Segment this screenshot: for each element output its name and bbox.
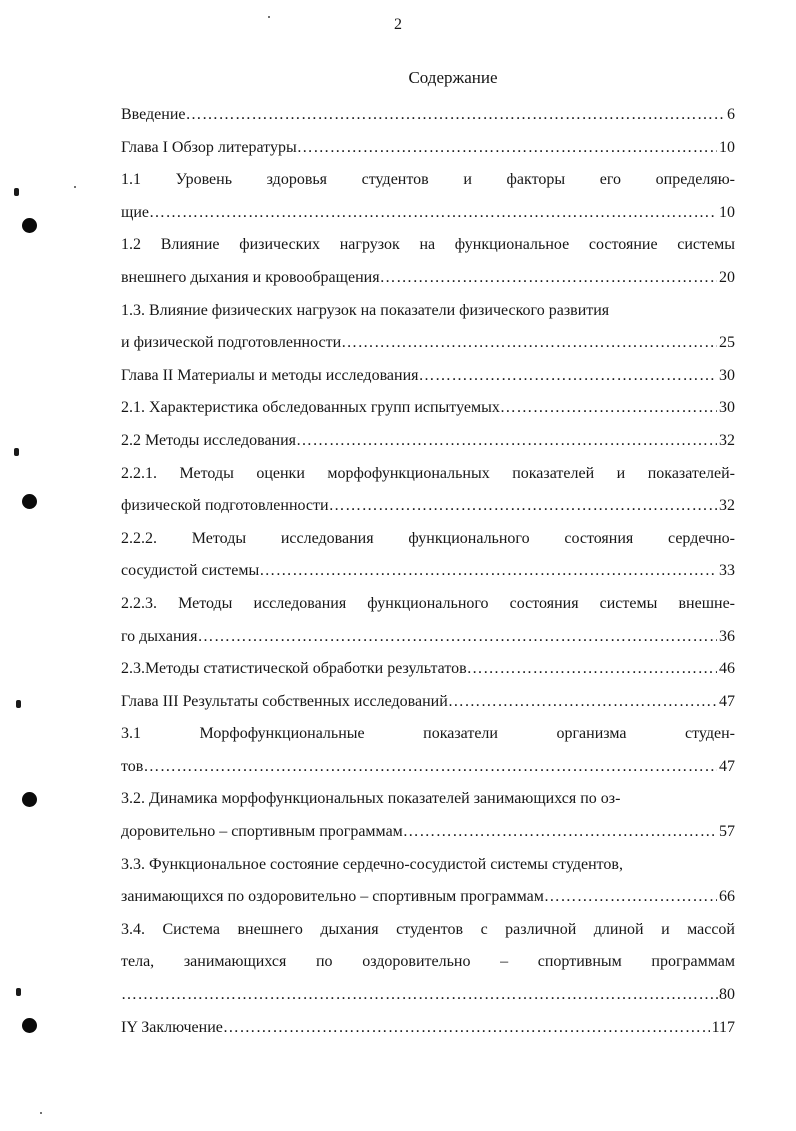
scan-speck (40, 1112, 42, 1114)
scan-mark (14, 188, 19, 196)
toc-entry-title: занимающихся по оздоровительно – спортивным программам (121, 888, 544, 906)
toc-entry-page: 47 (719, 692, 735, 710)
toc-entry-page: 32 (719, 431, 735, 449)
toc-entry-first-line: 3.3. Функциональное состояние сердечно-сосудистой системы студентов, (121, 855, 623, 873)
toc-entry (121, 392, 735, 425)
toc-entry-page: 57 (719, 823, 735, 841)
toc-entry-page: 30 (719, 399, 735, 417)
toc-entry-second-line: тела, занимающихся по оздоровительно – спортивным программам (121, 953, 735, 971)
toc-entry-page: 33 (719, 562, 735, 580)
punch-hole (22, 792, 37, 807)
toc-entry (121, 360, 735, 393)
toc-entry-first-line: 2.2.3. Методы исследования функционального состояния системы внешне- (121, 594, 735, 612)
scan-speck (74, 186, 76, 188)
table-of-contents (121, 99, 735, 1044)
toc-entry-page: 36 (719, 627, 735, 645)
toc-entry-page: 32 (719, 497, 735, 515)
toc-entry-first-line: 1.3. Влияние физических нагрузок на показатели физического развития (121, 301, 610, 319)
toc-entry-title: доровительно – спортивным программам (121, 823, 403, 841)
toc-entry-title: тов (121, 757, 144, 775)
toc-entry (121, 816, 735, 849)
toc-entry (121, 686, 735, 719)
punch-hole (22, 218, 37, 233)
scan-speck (268, 16, 270, 18)
toc-entry (121, 555, 735, 588)
toc-entry-title: го дыхания (121, 627, 198, 645)
toc-entry-title: и физической подготовленности (121, 334, 342, 352)
toc-entry-page: 10 (719, 138, 735, 156)
page-title: Содержание (408, 68, 498, 87)
toc-entry (121, 132, 735, 165)
punch-hole (22, 494, 37, 509)
toc-entry (121, 979, 735, 1012)
toc-entry-title: щие (121, 203, 149, 221)
toc-entry-title: физической подготовленности (121, 497, 329, 515)
toc-entry-page: 46 (719, 660, 735, 678)
scan-mark (16, 988, 21, 996)
toc-entry-title: Глава II Материалы и методы исследования (121, 366, 419, 384)
toc-entry-title: 2.2 Методы исследования (121, 431, 297, 449)
toc-entry (121, 881, 735, 914)
toc-entry-first-line: 2.2.1. Методы оценки морфофункциональных показателей и показателей- (121, 464, 735, 482)
toc-entry (121, 490, 735, 523)
toc-entry-page: 117 (711, 1018, 735, 1036)
toc-entry-first-line: 3.4. Система внешнего дыхания студентов с различной длиной и массой (121, 920, 735, 938)
toc-entry-first-line: 1.2 Влияние физических нагрузок на функциональное состояние системы (121, 236, 735, 254)
toc-entry-page: 6 (727, 106, 735, 123)
toc-entry-page: 20 (719, 268, 735, 286)
toc-entry (121, 751, 735, 784)
toc-entry-page: .80 (715, 986, 735, 1004)
toc-entry-page: 47 (719, 757, 735, 775)
toc-entry-first-line: 2.2.2. Методы исследования функционального состояния сердечно- (121, 529, 735, 547)
toc-entry-title: 2.3.Методы статистической обработки результатов (121, 660, 467, 678)
toc-entry (121, 653, 735, 686)
toc-entry-page: 66 (719, 888, 735, 906)
toc-entry-first-line: 1.1 Уровень здоровья студентов и факторы его определяю- (121, 171, 735, 189)
toc-entry-first-line: 3.1 Морфофункциональные показатели организма студен- (121, 725, 735, 743)
toc-entry (121, 621, 735, 654)
scan-mark (14, 448, 19, 456)
toc-entry-title: внешнего дыхания и кровообращения (121, 268, 380, 286)
toc-entry (121, 99, 735, 132)
toc-entry (121, 1012, 735, 1045)
punch-hole (22, 1018, 37, 1033)
toc-entry (121, 262, 735, 295)
toc-entry-title: Глава I Обзор литературы (121, 138, 297, 156)
page-number: 2 (394, 16, 402, 33)
toc-entry-title: 2.1. Характеристика обследованных групп испытуемых (121, 399, 500, 417)
scan-mark (16, 700, 21, 708)
toc-entry-title: Введение (121, 106, 186, 123)
toc-entry-page: 25 (719, 334, 735, 352)
toc-entry-first-line: 3.2. Динамика морфофункциональных показателей занимающихся по оз- (121, 790, 621, 808)
toc-entry (121, 327, 735, 360)
toc-entry-title: IY Заключение (121, 1018, 223, 1036)
toc-entry-page: 10 (719, 203, 735, 221)
toc-entry-title: Глава III Результаты собственных исследований (121, 692, 448, 710)
toc-entry-page: 30 (719, 366, 735, 384)
toc-entry (121, 425, 735, 458)
toc-entry-title: сосудистой системы (121, 562, 260, 580)
toc-entry (121, 197, 735, 230)
